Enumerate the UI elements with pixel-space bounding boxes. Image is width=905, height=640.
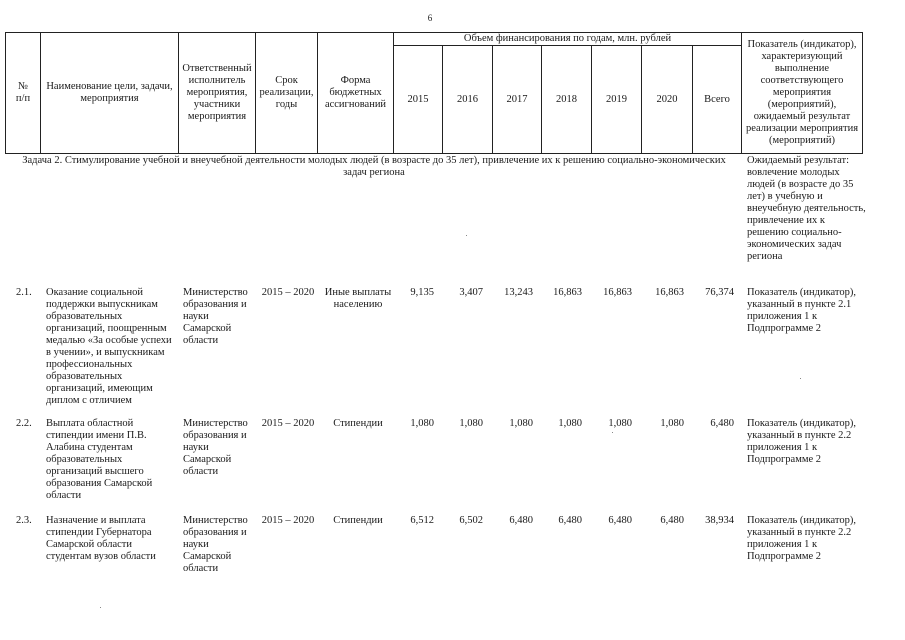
header-financing: Объем финансирования по годам, млн. рублей	[394, 33, 742, 46]
value-total: 38,934	[705, 515, 734, 526]
header-total: Всего	[693, 46, 742, 154]
scan-speck	[466, 235, 467, 236]
implementation-term: 2015 – 2020	[261, 287, 315, 298]
row-number: 2.1.	[16, 287, 32, 298]
row-number: 2.3.	[16, 515, 32, 526]
header-year-2020: 2020	[642, 46, 693, 154]
header-num: № п/п	[6, 33, 41, 154]
value-2018: 16,863	[553, 287, 582, 298]
header-responsible: Ответственный исполнитель мероприятия, участники мероприятия	[179, 33, 256, 154]
value-2016: 3,407	[459, 287, 483, 298]
value-2015: 1,080	[410, 418, 434, 429]
header-budget-form: Форма бюджетных ассигнований	[318, 33, 394, 154]
header-term: Срок реализации, годы	[256, 33, 318, 154]
value-2018: 6,480	[558, 515, 582, 526]
value-2019: 6,480	[608, 515, 632, 526]
header-year-2019: 2019	[592, 46, 642, 154]
budget-form: Стипендии	[333, 515, 383, 526]
responsible-executor: Министерство образования и науки Самарской области	[183, 418, 248, 477]
header-name: Наименование цели, задачи, мероприятия	[41, 33, 179, 154]
row-number: 2.2.	[16, 418, 32, 429]
budget-form: Иные выплаты населению	[324, 287, 392, 310]
value-2020: 6,480	[660, 515, 684, 526]
activity-name: Назначение и выплата стипендии Губернатора Самарской области студентам вузов области	[46, 515, 156, 562]
value-2020: 1,080	[660, 418, 684, 429]
value-total: 76,374	[705, 287, 734, 298]
task-result: Ожидаемый результат: вовлечение молодых людей (в возрасте до 35 лет) в учебную и внеучебную деятельность, привлечение их к решению социально-экономических задач региона	[747, 155, 866, 262]
scan-speck	[800, 378, 801, 379]
implementation-term: 2015 – 2020	[261, 515, 315, 526]
value-2019: 16,863	[603, 287, 632, 298]
value-2017: 13,243	[504, 287, 533, 298]
page-number: 6	[427, 13, 433, 23]
value-2016: 1,080	[459, 418, 483, 429]
scan-speck	[612, 432, 613, 433]
header-year-2018: 2018	[542, 46, 592, 154]
value-2015: 9,135	[410, 287, 434, 298]
value-2017: 6,480	[509, 515, 533, 526]
header-table	[5, 32, 863, 154]
activity-name: Оказание социальной поддержки выпускникам образовательных организаций, поощренным медалью «За особые успехи в учении», и выпускникам профессиональных образовательных организаций, имеющим диплом с отличием	[46, 287, 172, 406]
scan-speck	[100, 607, 101, 608]
activity-name: Выплата областной стипендии имени П.В. Алабина студентам образовательных организаций высшего образования Самарской области	[46, 418, 153, 501]
value-2015: 6,512	[410, 515, 434, 526]
implementation-term: 2015 – 2020	[261, 418, 315, 429]
header-year-2015: 2015	[394, 46, 443, 154]
indicator: Показатель (индикатор), указанный в пункте 2.2 приложения 1 к Подпрограмме 2	[747, 515, 856, 562]
value-2018: 1,080	[558, 418, 582, 429]
header-year-2016: 2016	[443, 46, 493, 154]
header-year-2017: 2017	[493, 46, 542, 154]
value-2019: 1,080	[608, 418, 632, 429]
header-indicator: Показатель (индикатор), характеризующий выполнение соответствующего мероприятия (мероприятий), ожидаемый результат реализации мероприятия (мероприятий)	[742, 33, 863, 154]
value-2020: 16,863	[655, 287, 684, 298]
responsible-executor: Министерство образования и науки Самарской области	[183, 515, 248, 574]
value-total: 6,480	[710, 418, 734, 429]
task-title: Задача 2. Стимулирование учебной и внеучебной деятельности молодых людей (в возрасте до 35 лет), привлечение их к решению социально-экономических задач региона	[22, 155, 726, 178]
value-2016: 6,502	[459, 515, 483, 526]
indicator: Показатель (индикатор), указанный в пункте 2.1 приложения 1 к Подпрограмме 2	[747, 287, 856, 334]
responsible-executor: Министерство образования и науки Самарской области	[183, 287, 248, 346]
indicator: Показатель (индикатор), указанный в пункте 2.2 приложения 1 к Подпрограмме 2	[747, 418, 856, 465]
budget-form: Стипендии	[333, 418, 383, 429]
value-2017: 1,080	[509, 418, 533, 429]
